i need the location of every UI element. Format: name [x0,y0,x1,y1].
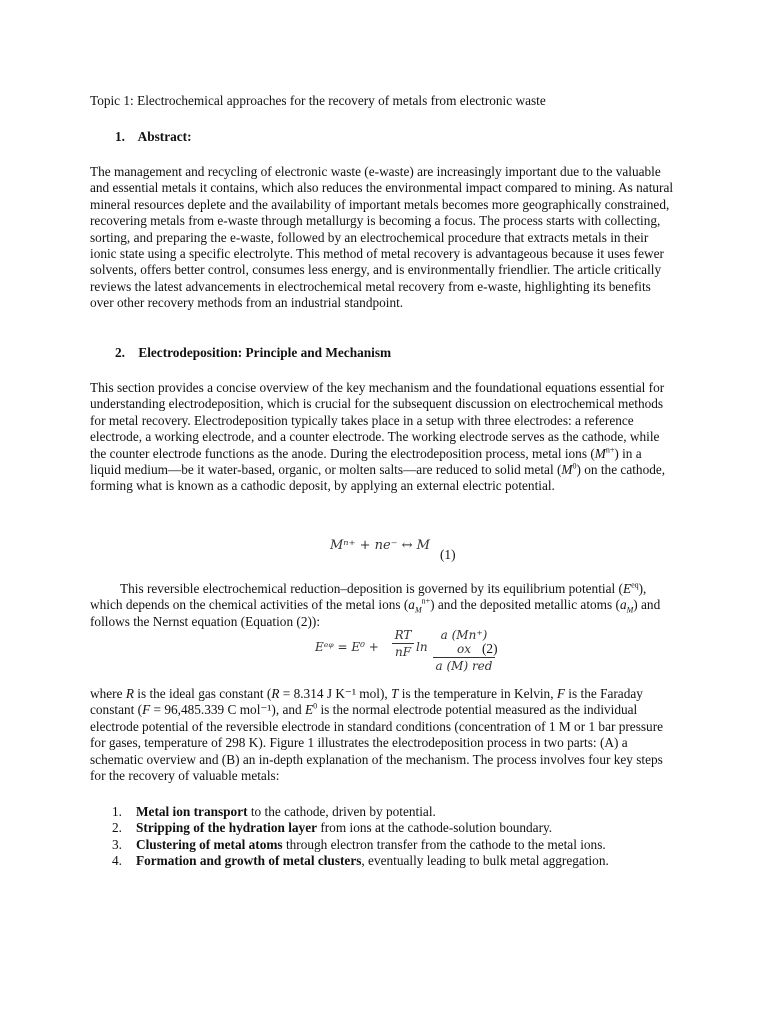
section-number: 2. [115,345,125,360]
math-symbol: F [142,702,151,718]
math-symbol: F [556,686,565,701]
text-run: where [90,686,126,701]
step-text: from ions at the cathode-solution boundary. [317,820,553,836]
list-item [112,837,672,853]
fraction-numerator: a (Mn⁺) ox [440,628,488,656]
fraction-denominator: nF [392,643,414,659]
text-run: is the normal electrode potential measured as the individual electrode potential of the reversible electrode in standard conditions (concentration of 1 M or 1 bar pressure for gases, temperature of 298 K). Figure 1 illustrates the electrodeposition process in two parts: (A) a schematic overview and (B) an in-depth explanation of the mechanism. The process involves four key steps for the recovery of valuable metals: [90,702,664,784]
step-text: , eventually leading to bulk metal aggregation. [361,853,609,869]
text-run: This reversible electrochemical reduction–deposition is governed by its equilibrium potential ( [120,581,623,596]
math-superscript: 0 [313,701,318,711]
equation-lhs: Eᵉᵠ = E⁰ + [315,640,379,654]
list-number: 4. [112,853,122,869]
text-run: is the ideal gas constant ( [133,686,272,701]
electrodeposition-intro-paragraph [90,380,675,495]
step-title: Clustering of metal atoms [136,836,283,852]
text-run: = 96,485.339 C mol⁻¹), and [150,702,305,718]
math-symbol: R [125,686,134,701]
fraction-rt-nf [392,628,414,659]
math-symbol: a [408,597,415,613]
text-run: = 8.314 J K⁻¹ mol), [279,686,392,701]
list-number: 3. [112,836,122,852]
nernst-intro-paragraph [90,581,675,630]
math-symbol: M [561,462,573,478]
text-run: This section provides a concise overview of the key mechanism and the foundational equations essential for understanding electrodeposition, which is crucial for the subsequent discussion on electrochemical methods for metal recovery. Electrodeposition typically takes place in a setup with three electrodes: a reference electrode, a working electrode, and a counter electrode. The working electrode serves as the cathode, while the counter electrode functions as the anode. During the electrodeposition process, metal ions ( [90,380,665,461]
math-symbol: T [391,686,399,701]
math-symbol: M [594,445,606,461]
section-title: Abstract: [137,129,192,144]
text-run: is the temperature in Kelvin, [398,686,557,701]
list-item [112,804,672,820]
text-run: ) and the deposited metallic atoms ( [430,597,620,613]
section-heading-abstract [115,129,192,145]
constants-paragraph [90,686,675,784]
step-text: to the cathode, driven by potential. [247,804,436,819]
math-symbol: a [619,597,627,613]
topic-title: Topic 1: Electrochemical approaches for the recovery of metals from electronic waste [90,93,546,108]
math-symbol: R [271,686,280,701]
text-run: is the Faraday constant ( [90,686,643,718]
math-superscript: n+ [605,445,615,455]
fraction-numerator: RT [394,628,412,642]
math-superscript: 0 [572,461,577,471]
section-number: 1. [115,129,125,144]
math-subscript: M [626,606,634,616]
abstract-paragraph: The management and recycling of electronic waste (e-waste) are increasingly important due to the valuable and essential metals it contains, which also reduces the environmental impact compared to mining. As natural mineral resources deplete and the availability of important metals becomes more geographically constrained, recovering metals from e-waste through metallurgy is becoming a focus. The process starts with collecting, sorting, and preparing the e-waste, followed by an electrochemical procedure that extracts metals in their ionic state using a specific electrolyte. This method of metal recovery is advantageous because it uses fewer solvents, offers better control, consumes less energy, and is environmentally friendlier. The article critically reviews the latest advancements in electrochemical metal recovery from e-waste, highlighting its benefits over other recovery methods from an industrial standpoint. [90,164,674,311]
list-item [112,853,672,869]
section-title: Electrodeposition: Principle and Mechanism [138,345,392,360]
step-title: Metal ion transport [136,804,248,819]
text-run: ), which depends on the chemical activities of the metal ions ( [90,581,647,613]
math-subscript: M [414,606,422,616]
equation-1: Mⁿ⁺ + ne⁻ ↔ M [330,538,430,553]
math-superscript: n+ [421,596,431,606]
math-symbol: E [622,581,632,596]
list-item [112,820,672,836]
list-number: 1. [112,804,122,819]
ln-operator: ln [416,640,428,654]
equation-2-number: (2) [482,641,498,656]
text-run: ) in a liquid medium—be it water-based, organic, or molten salts—are reduced to solid metal ( [90,445,642,478]
math-superscript: eq [631,580,639,590]
equation-1-number: (1) [440,547,456,562]
step-text: through electron transfer from the cathode to the metal ions. [282,836,606,852]
list-number: 2. [112,820,122,836]
fraction-denominator: a (M) red [433,657,495,673]
math-symbol: E [305,702,314,718]
step-title: Stripping of the hydration layer [136,820,317,836]
text-run: ) and follows the Nernst equation (Equation (2)): [90,597,661,629]
recovery-steps-list [112,804,672,870]
section-heading-electrodeposition [115,345,391,361]
step-title: Formation and growth of metal clusters [136,853,362,869]
text-run: ) on the cathode, forming what is known as a cathodic deposit, by applying an external electric potential. [90,462,666,494]
